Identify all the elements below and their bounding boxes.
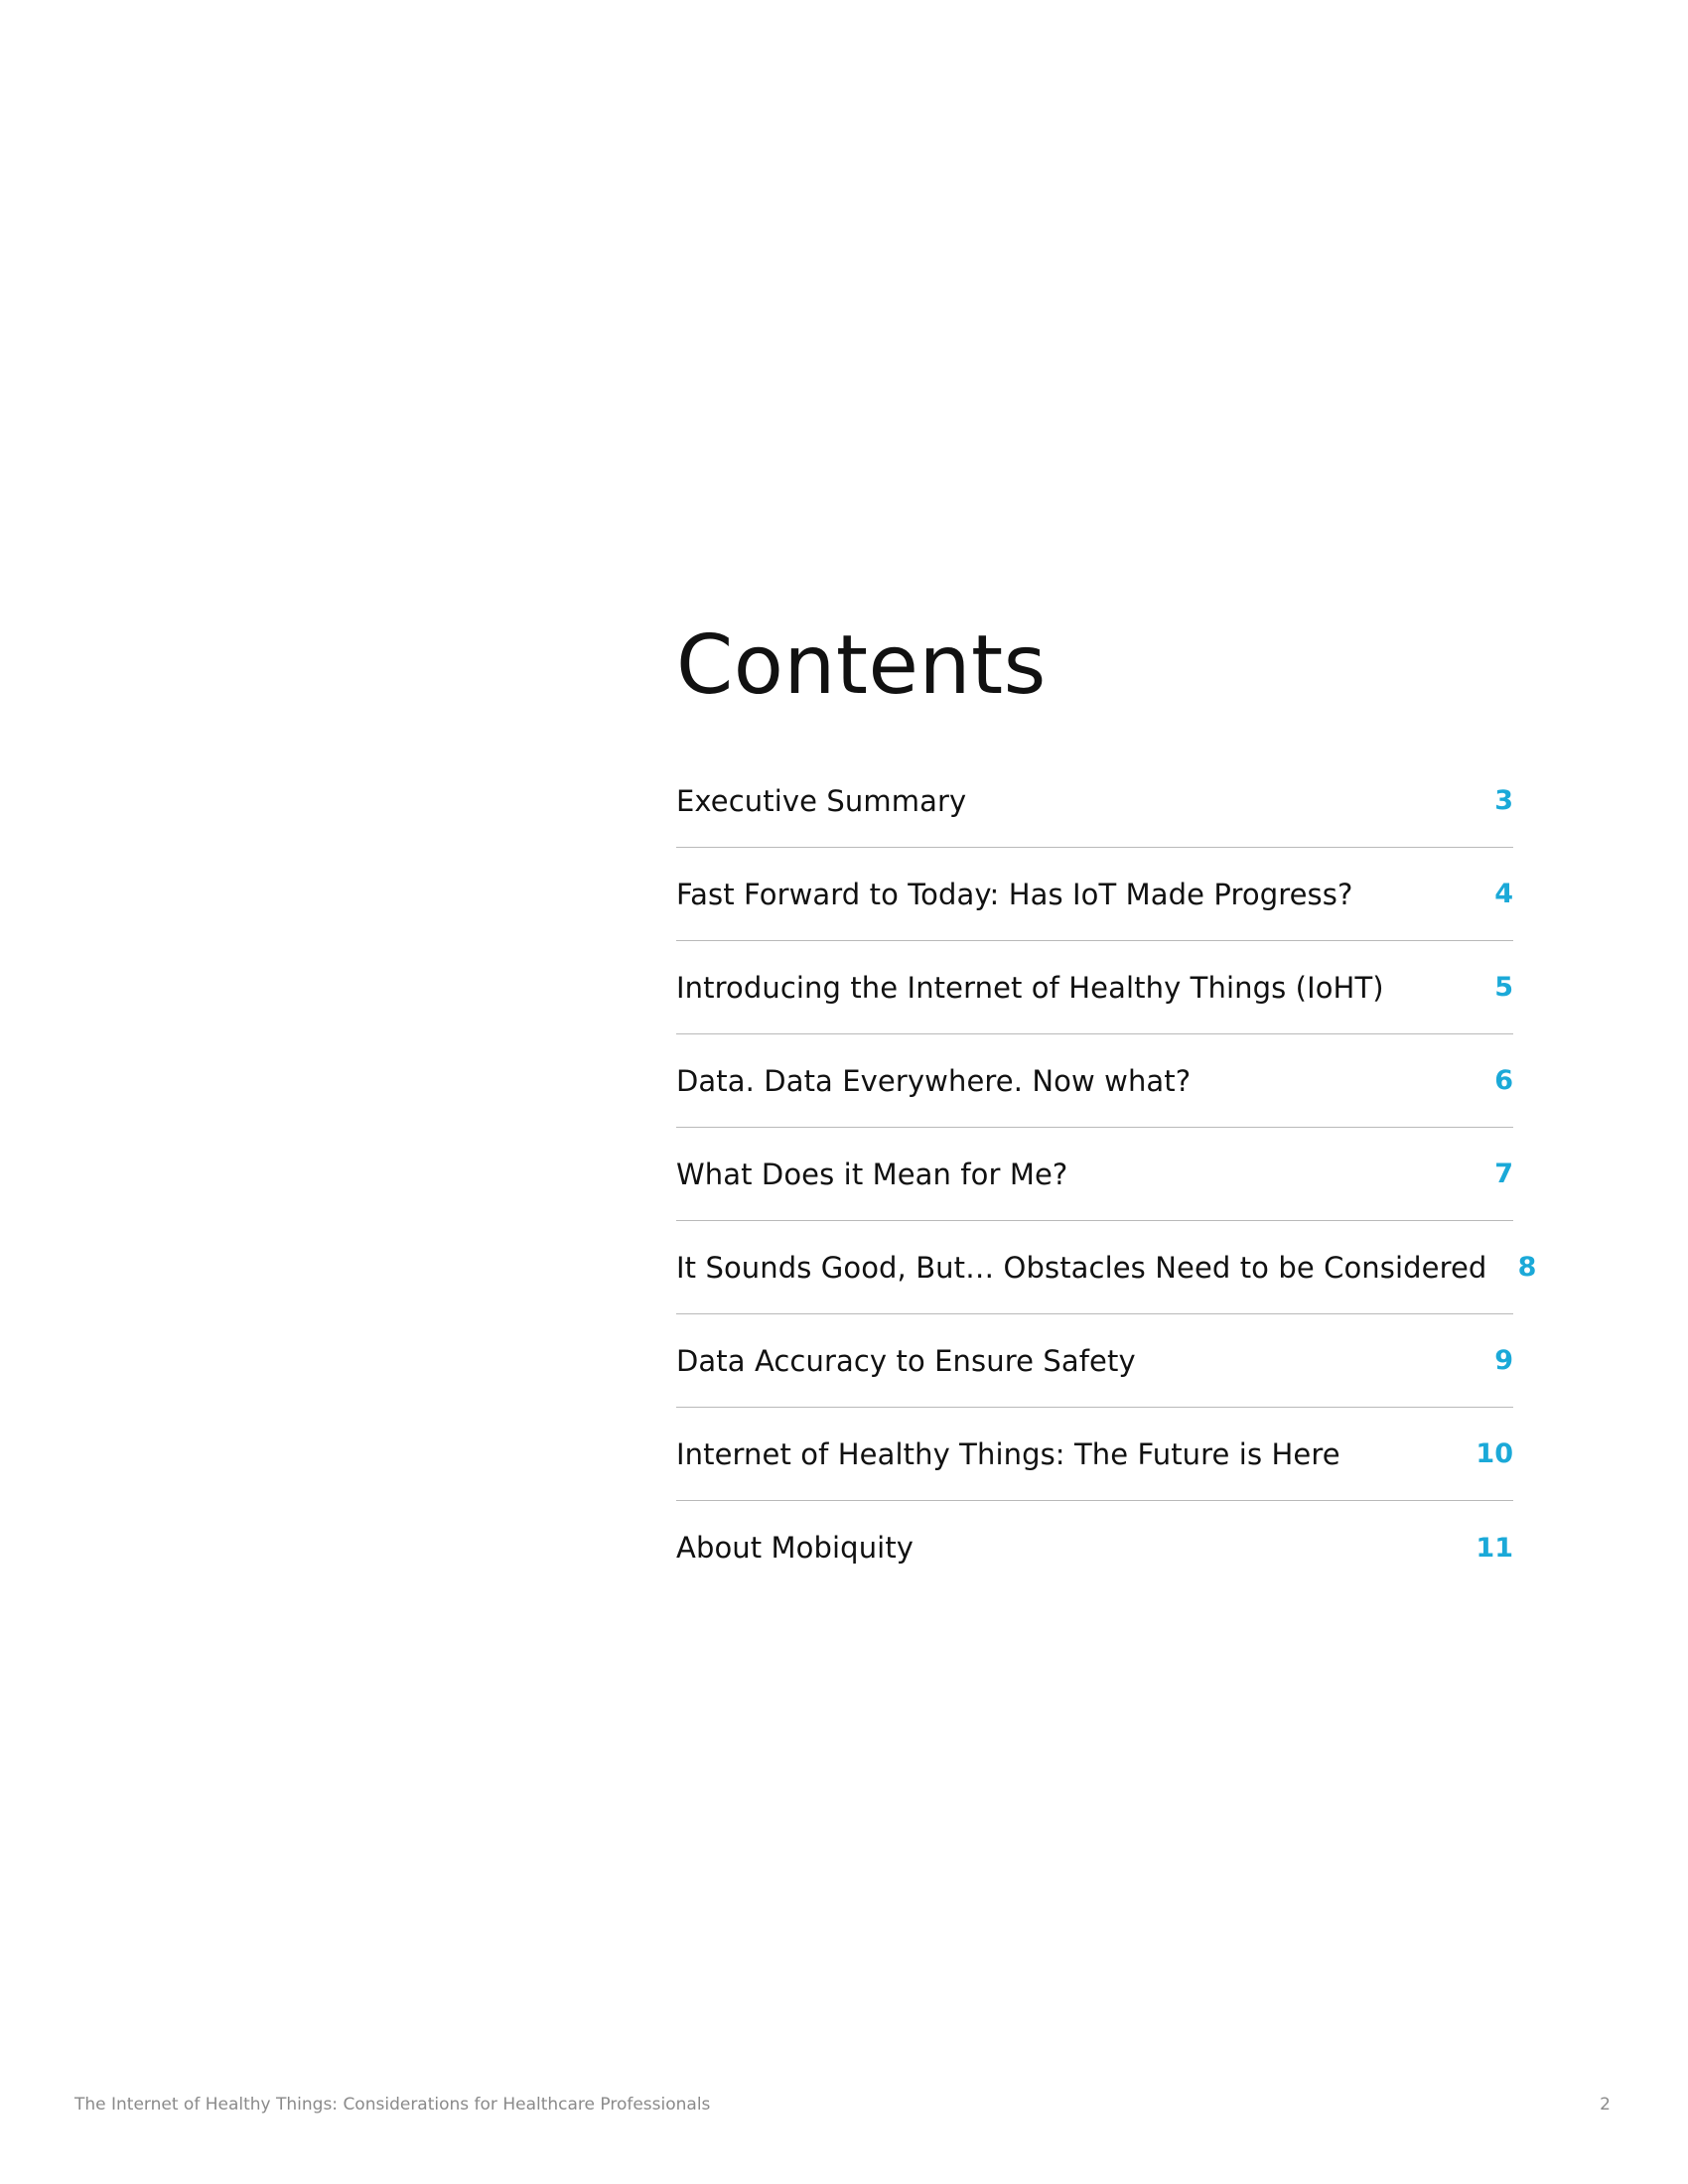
toc-item-data-everywhere[interactable]: [676, 1034, 1513, 1128]
toc-item-future-is-here[interactable]: [676, 1408, 1513, 1501]
toc-item-label: Executive Summary: [676, 783, 967, 818]
toc-item-page-number: 9: [1494, 1345, 1513, 1376]
toc-item-label: It Sounds Good, But… Obstacles Need to be Considered: [676, 1250, 1487, 1285]
toc-item-label: Fast Forward to Today: Has IoT Made Progress?: [676, 877, 1353, 911]
contents-heading: Contents: [676, 618, 1047, 713]
table-of-contents: [676, 618, 1537, 1594]
footer-page-number: 2: [1600, 2095, 1611, 2115]
toc-item-executive-summary[interactable]: [676, 754, 1513, 848]
toc-item-label: Introducing the Internet of Healthy Things (IoHT): [676, 970, 1384, 1005]
toc-item-label: Internet of Healthy Things: The Future is Here: [676, 1436, 1340, 1471]
toc-item-fast-forward[interactable]: [676, 848, 1513, 941]
toc-item-label: Data Accuracy to Ensure Safety: [676, 1343, 1136, 1378]
toc-item-obstacles[interactable]: [676, 1221, 1537, 1314]
toc-item-page-number: 6: [1494, 1065, 1513, 1096]
toc-item-page-number: 11: [1476, 1532, 1513, 1564]
toc-item-label: Data. Data Everywhere. Now what?: [676, 1063, 1192, 1098]
toc-item-data-accuracy[interactable]: [676, 1314, 1513, 1408]
toc-item-page-number: 3: [1494, 785, 1513, 816]
toc-item-page-number: 8: [1517, 1252, 1537, 1283]
toc-list: [676, 754, 1537, 1594]
toc-item-what-does-it-mean[interactable]: [676, 1128, 1513, 1221]
toc-item-page-number: 4: [1494, 879, 1513, 909]
toc-item-introducing-ioht[interactable]: [676, 941, 1513, 1034]
toc-item-page-number: 10: [1476, 1438, 1513, 1469]
footer-document-title: The Internet of Healthy Things: Considerations for Healthcare Professionals: [74, 2095, 711, 2115]
toc-item-label: About Mobiquity: [676, 1531, 914, 1565]
toc-item-about-mobiquity[interactable]: [676, 1501, 1513, 1594]
toc-item-page-number: 5: [1494, 972, 1513, 1003]
toc-item-label: What Does it Mean for Me?: [676, 1157, 1068, 1191]
toc-item-page-number: 7: [1494, 1159, 1513, 1189]
